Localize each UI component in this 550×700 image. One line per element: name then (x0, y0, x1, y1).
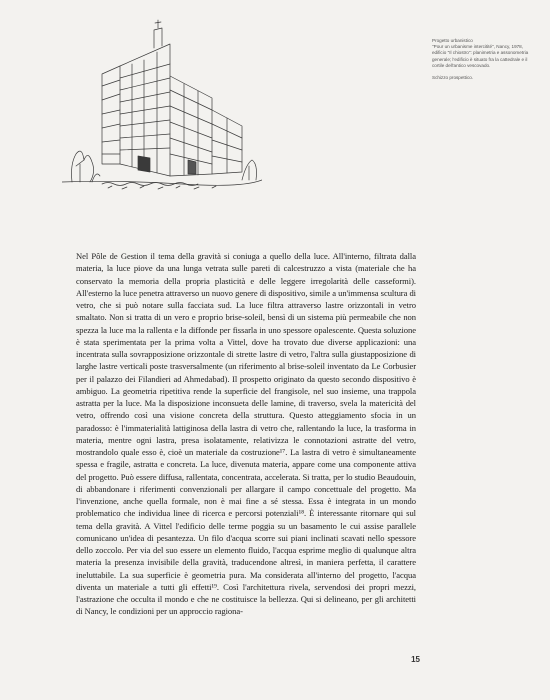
building-sketch-icon (62, 14, 262, 214)
caption-title: Progetto urbanistico (432, 38, 473, 43)
caption-note: Schizzo prospettico. (432, 75, 474, 81)
figure-caption (432, 38, 532, 81)
main-text-column (76, 250, 416, 618)
body-paragraph: Nel Pôle de Gestion il tema della gravità si coniuga a quello della luce. All'interno, filtrata dalla materia, la luce piove da una lunga vetrata sulle pareti di calcestruzzo a vista (materiale che ha conservato la memoria della propria plasticità e delle leggere irregolarità delle casseformi). All'esterno la luce penetra attraverso un nuovo genere di dispositivo, simile a un'immensa scultura di vetro, che si può notare sulla facciata sud. La luce filtra attraverso lastre orizzontali in vetro smaltato. Non si tratta di un vero e proprio brise-soleil, bensì di un sistema più permeabile che non spezza la luce ma la rallenta e la diffonde per fissarla in uno spessore opalescente. Questa soluzione è stata sperimentata per la prima volta a Vittel, dove ha trovato due diverse applicazioni: una incentrata sulla sovrapposizione orizzontale di strette lastre di vetro, l'altra sulla giustapposizione di larghe lastre verticali poste trasversalmente (un riferimento al brise-soleil inventato da Le Corbusier per il palazzo dei Filandieri ad Ahmedabad). Il prospetto originato da questo secondo dispositivo è ambiguo. La geometria ripetitiva rende la superficie del frangisole, nel suo insieme, una trappola astratta per la luce. Ma la disposizione inconsueta delle lamine, di traverso, svela la matericità del vetro, offrendo così una visione concreta della struttura. Questo atteggiamento sfocia in un paradosso: è l'immaterialità lattiginosa della lastra di vetro che, rallentando la luce, la trasforma in materia, mentre ogni lastra, presa isolatamente, relativizza le connotazioni astratte del vetro, mostrandolo quale esso è, cioè un materiale da costruzione¹⁷. La lastra di vetro è simultaneamente spessa e fragile, astratta e concreta. La luce, divenuta materia, appare come una componente attiva del progetto. Può essere diffusa, rallentata, concentrata, accelerata. Si tratta, per lo studio Beaudouin, di abbandonare i riferimenti convenzionali per allargare il campo concettuale del progetto. Ma l'invenzione, anche quella formale, non è mai fine a sé stessa. Essa è integrata in un mondo problematico che individua linee di ricerca e percorsi potenziali¹⁸. È interessante ritornare qui sul tema della gravità. A Vittel l'edificio delle terme poggia su un basamento le cui assise parallele comunicano un'idea di pesantezza. Un filo d'acqua scorre sui piani inclinati scavati nello spessore dello zoccolo. Per via del suo essere un elemento fluido, l'acqua esprime meglio di qualunque altra materia la presenza invisibile della gravità, traducendone altresì, in maniera perfetta, il carattere ineluttabile. La sua superficie è geometria pura. Ma considerata all'interno del progetto, l'acqua diventa un materiale a tutti gli effetti¹⁹. Così l'architettura rivela, servendosi dei propri mezzi, l'astrazione che occulta il mondo e che ne costituisce la bellezza. Qui si delineano, per gli architetti di Nancy, le condizioni per un approccio ragiona- (76, 251, 416, 617)
caption-body: "Pour un urbanisme intercitité", Nancy, 1978, edificio "Il chiostro": planimetria e assonometria generale; l'edificio è situato fra la cattedrale e il cortile dell'antico vescovado. (432, 44, 529, 68)
page-number: 15 (411, 655, 420, 664)
